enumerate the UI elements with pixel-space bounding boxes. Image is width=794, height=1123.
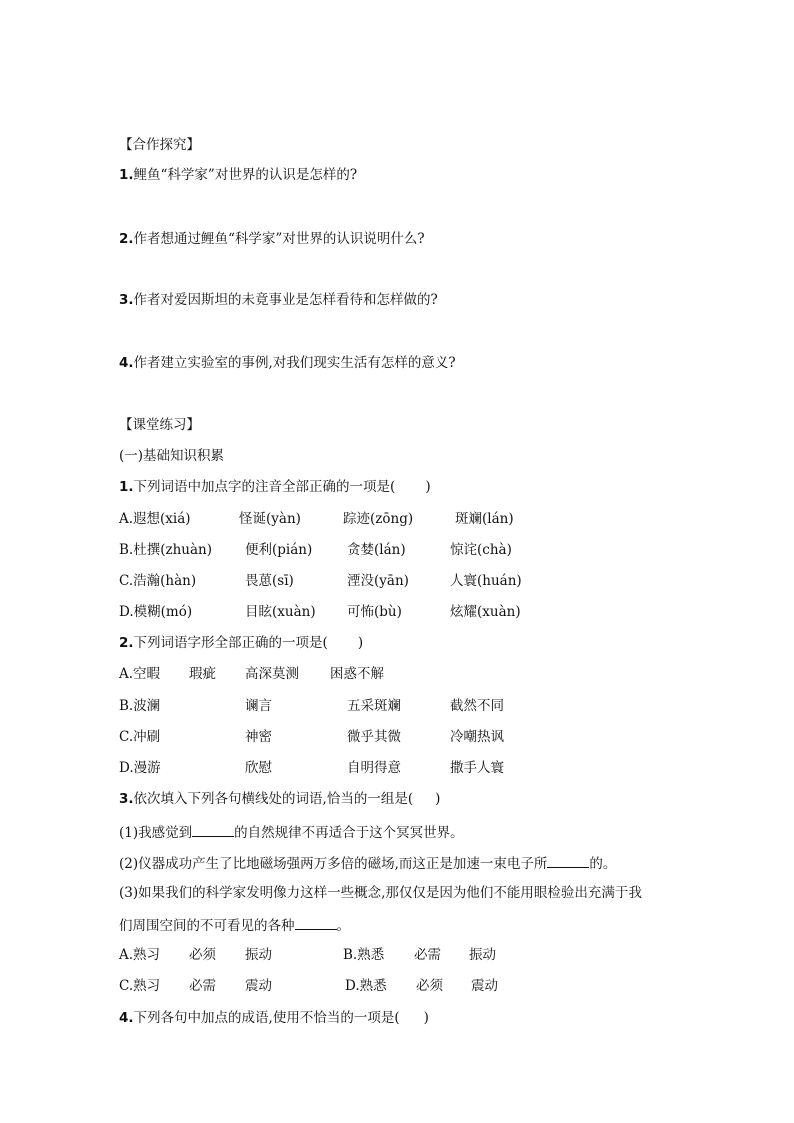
option-item: 振动 — [469, 947, 496, 963]
question-text: 下列词语字形全部正确的一项是( — [133, 635, 328, 651]
option-item: C.冲刷 — [119, 729, 161, 745]
paren-close: ) — [435, 791, 441, 807]
question-text: 鲤鱼“科学家”对世界的认识是怎样的? — [133, 167, 358, 183]
section-heading-practice: 【课堂练习】 — [119, 417, 200, 433]
sentence-text: 的自然规律不再适合于这个冥冥世界。 — [234, 825, 464, 841]
question-1 — [119, 166, 357, 184]
option-item: 瑕疵 — [189, 666, 216, 682]
option-item: 振动 — [245, 947, 272, 963]
option-item: 怪诞(yàn) — [239, 511, 301, 527]
option-item: 冷嘲热讽 — [450, 729, 504, 745]
option-item: 五采斑斓 — [347, 698, 401, 714]
option-item: 神密 — [245, 729, 272, 745]
option-item: 便利(pián) — [245, 542, 313, 558]
option-item: 自明得意 — [347, 760, 401, 776]
option-item: 必须 — [189, 947, 216, 963]
option-item: 湮没(yān) — [347, 573, 409, 589]
paren-close: ) — [357, 635, 364, 651]
option-item: 惊诧(chà) — [450, 542, 512, 558]
question-number: 1. — [119, 167, 134, 183]
question-4 — [119, 354, 456, 372]
sentence-text: 。 — [336, 918, 350, 934]
option-item: A.空暇 — [119, 666, 161, 682]
option-item: 欣慰 — [245, 760, 272, 776]
question-number: 4. — [119, 355, 134, 371]
question-3 — [119, 291, 438, 309]
option-item: 撒手人寰 — [450, 760, 504, 776]
option-item: 斑斓(lán) — [455, 511, 514, 527]
option-item: 高深莫测 — [245, 666, 299, 682]
question-text: 下列各句中加点的成语,使用不恰当的一项是( — [133, 1010, 400, 1026]
option-item: B.熟悉 — [343, 947, 385, 963]
exercise-3-stem — [119, 790, 440, 808]
option-item: C.熟习 — [119, 978, 161, 994]
option-item: 微乎其微 — [347, 729, 401, 745]
option-item: 谰言 — [245, 698, 272, 714]
option-item: 必须 — [416, 978, 443, 994]
fill-blank — [295, 915, 337, 930]
option-item: B.杜撰(zhuàn) — [119, 542, 212, 558]
exercise-3-sentence-2 — [119, 853, 616, 873]
question-number: 1. — [119, 479, 134, 495]
question-text: 作者对爱因斯坦的未竟事业是怎样看待和怎样做的? — [133, 292, 438, 308]
exercise-2-stem — [119, 634, 363, 652]
section-heading-cooperation: 【合作探究】 — [119, 137, 200, 153]
option-item: D.模糊(mó) — [119, 604, 193, 620]
question-text: 作者想通过鲤鱼“科学家”对世界的认识说明什么? — [133, 231, 425, 247]
question-2 — [119, 230, 425, 248]
paren-close: ) — [423, 1010, 429, 1026]
exercise-3-sentence-1 — [119, 822, 464, 842]
option-item: 困惑不解 — [330, 666, 384, 682]
question-text: 作者建立实验室的事例,对我们现实生活有怎样的意义? — [133, 355, 456, 371]
question-number: 3. — [119, 292, 134, 308]
question-text: 依次填入下列各句横线处的词语,恰当的一组是( — [133, 791, 414, 807]
exercise-4-stem — [119, 1009, 429, 1027]
option-item: 人寰(huán) — [450, 573, 522, 589]
question-text: 下列词语中加点字的注音全部正确的一项是( — [133, 479, 396, 495]
option-item: B.波澜 — [119, 698, 161, 714]
exercise-3-sentence-3-cont — [119, 915, 350, 935]
paren-close: ) — [425, 479, 431, 495]
option-item: 踪迹(zōng) — [343, 511, 414, 527]
sentence-text: (1)我感觉到 — [119, 825, 193, 841]
option-item: 可怖(bù) — [347, 604, 402, 620]
option-item: 震动 — [245, 978, 272, 994]
option-item: C.浩瀚(hàn) — [119, 573, 197, 589]
option-item: D.漫游 — [119, 760, 161, 776]
option-item: 炫耀(xuàn) — [450, 604, 521, 620]
option-item: 截然不同 — [450, 698, 504, 714]
question-number: 3. — [119, 791, 134, 807]
question-number: 2. — [119, 635, 134, 651]
question-number: 2. — [119, 231, 134, 247]
option-item: 贪婪(lán) — [347, 542, 406, 558]
option-item: A.遐想(xiá) — [119, 511, 191, 527]
fill-blank — [192, 822, 234, 837]
exercise-1-stem — [119, 478, 431, 496]
sentence-text: 的。 — [589, 856, 617, 872]
option-item: 必需 — [189, 978, 216, 994]
sentence-text: (2)仪器成功产生了比地磁场强两万多倍的磁场,而这正是加速一束电子所 — [119, 856, 548, 872]
subheading-basics: (一)基础知识积累 — [119, 448, 225, 464]
question-number: 4. — [119, 1010, 134, 1026]
option-item: 畏葸(sī) — [245, 573, 294, 589]
option-item: D.熟悉 — [345, 978, 387, 994]
option-item: 目眩(xuàn) — [245, 604, 316, 620]
option-item: A.熟习 — [119, 947, 161, 963]
sentence-text: 们周围空间的不可看见的各种 — [119, 918, 295, 934]
fill-blank — [547, 853, 589, 868]
exercise-3-sentence-3: (3)如果我们的科学家发明像力这样一些概念,那仅仅是因为他们不能用眼检验出充满于我 — [119, 885, 642, 901]
option-item: 必需 — [414, 947, 441, 963]
option-item: 震动 — [471, 978, 498, 994]
